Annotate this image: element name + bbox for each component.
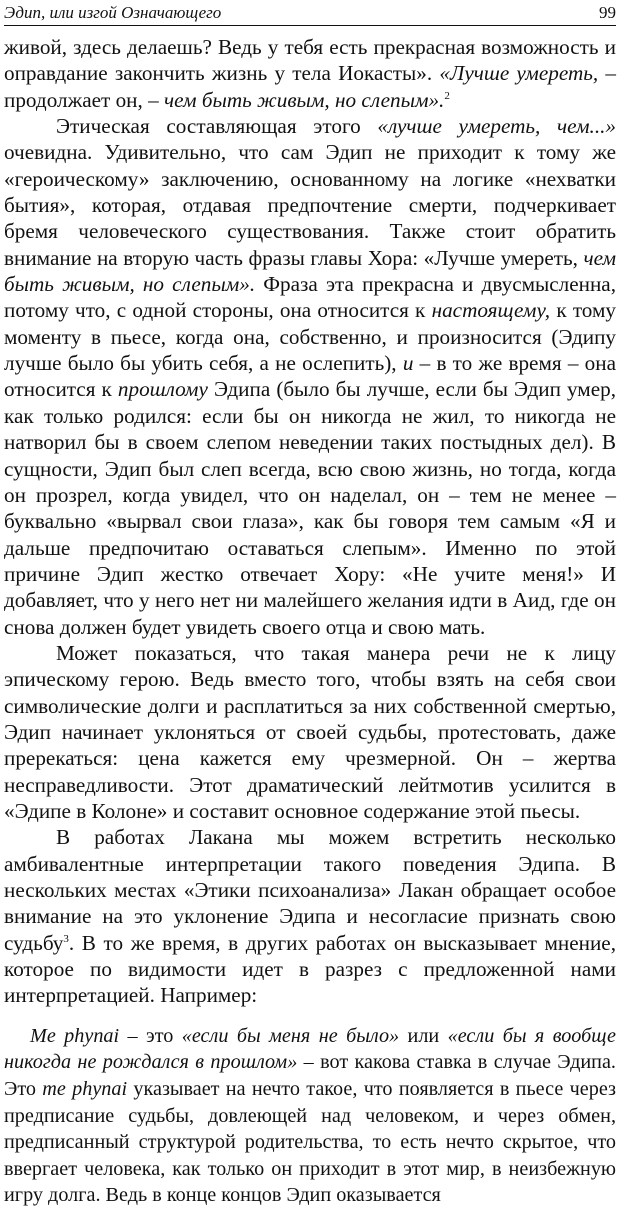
running-header: [4, 0, 616, 26]
italic-text: настоящему,: [431, 298, 551, 323]
text-run: или: [399, 1024, 448, 1047]
text-run: Этическая составляющая этого: [56, 114, 378, 139]
text-run: – в то же время – она относится к: [4, 351, 616, 402]
paragraph: [4, 640, 616, 824]
italic-text: «Лучше умереть,: [439, 61, 599, 86]
italic-text: прошлому: [117, 377, 208, 402]
text-run: – продолжает он, –: [4, 61, 616, 112]
text-run: – вот какова ставка в случае Эдипа. Это: [4, 1051, 616, 1100]
text-run: живой, здесь делаешь? Ведь у тебя есть прекрасная возможность и оправдание закончить жизнь у тела Иокасты».: [4, 35, 616, 86]
italic-text: и: [402, 351, 414, 376]
page-body: [4, 34, 616, 1209]
block-quote: [4, 1023, 616, 1209]
paragraph: [4, 824, 616, 1008]
text-run: к тому моменту в пьесе, когда она, собственно, и произносится (Эдипу лучше было бы убить себя, а не ослепить),: [4, 298, 616, 376]
italic-text: чем быть живым, но слепым».: [4, 245, 616, 297]
footnote-ref: 3: [63, 932, 69, 945]
italic-text: «если бы я вообще никогда не рождался в прошлом»: [4, 1024, 616, 1074]
text-run: – это: [119, 1024, 182, 1047]
text-run: очевидна. Удивительно, что сам Эдип не приходит к тому же «героическому» заключению, основанному на логике «нехватки бытия», которая, отдавая предпочтение смерти, подчеркивает бремя человеческого существования. Также стоит обратить внимание на вторую часть фразы главы Хора: «Лучше умереть,: [4, 140, 616, 270]
text-run: Фраза эта прекрасна и двусмысленна, потому что, с одной стороны, она относится к: [4, 272, 616, 323]
italic-text: «лучше умереть, чем...»: [377, 114, 617, 139]
text-run: указывает на нечто такое, что появляется в пьесе через предписание судьбы, довлеющей над человеком, и через обмен, предписанный структурой родительства, то есть нечто скрытое, что ввергает человека, как только он приходит в этот мир, в неизбежную игру долга. Ведь в конце концов Эдип оказывается: [4, 1077, 617, 1207]
running-title: Эдип, или изгой Означающего: [4, 3, 222, 22]
text-run: Эдипа (было бы лучше, если бы Эдип умер, как только родился: если бы он никогда не жил, то никогда не натворил бы в своем слепом неведении таких постыдных дел). В сущности, Эдип был слеп всегда, всю свою жизнь, но тогда, когда он прозрел, когда увидел, что он наделал, он – тем не менее – буквально «вырвал свои глаза», как бы говоря тем самым «Я и дальше предпочитаю оставаться слепым». Именно по этой причине Эдип жестко отвечает Хору: «Не учите меня!» И добавляет, что у него нет ни малейшего желания идти в Аид, где он снова должен будет увидеть своего отца и свою мать.: [4, 377, 616, 639]
italic-text: Me phynai: [30, 1024, 120, 1047]
text-run: Может показаться, что такая манера речи не к лицу эпическому герою. Ведь вместо того, чтобы взять на себя свои символические долги и расплатиться за них собственной смертью, Эдип начинает уклоняться от своей судьбы, протестовать, даже пререкаться: цена кажется ему чрезмерной. Он – жертва несправедливости. Этот драматический лейтмотив усилится в «Эдипе в Колоне» и составит основное содержание этой пьесы.: [4, 640, 616, 823]
paragraph: [4, 34, 616, 113]
text-run: В работах Лакана мы можем встретить несколько амбивалентные интерпретации такого поведения Эдипа. В нескольких местах «Этики психоанализа» Лакан обращает особое внимание на это уклонение Эдипа и несогласие признать свою судьбу: [4, 825, 616, 955]
italic-text: me phynai: [42, 1077, 128, 1100]
paragraph: [4, 113, 616, 640]
footnote-ref: 2: [444, 89, 450, 102]
page-number: 99: [599, 3, 616, 22]
italic-text: чем быть живым, но слепым».: [164, 87, 445, 112]
text-run: . В то же время, в других работах он высказывает мнение, которое по видимости идет в разрез с предложенной нами интерпретацией. Например:: [4, 930, 616, 1008]
italic-text: «если бы меня не было»: [181, 1024, 400, 1047]
